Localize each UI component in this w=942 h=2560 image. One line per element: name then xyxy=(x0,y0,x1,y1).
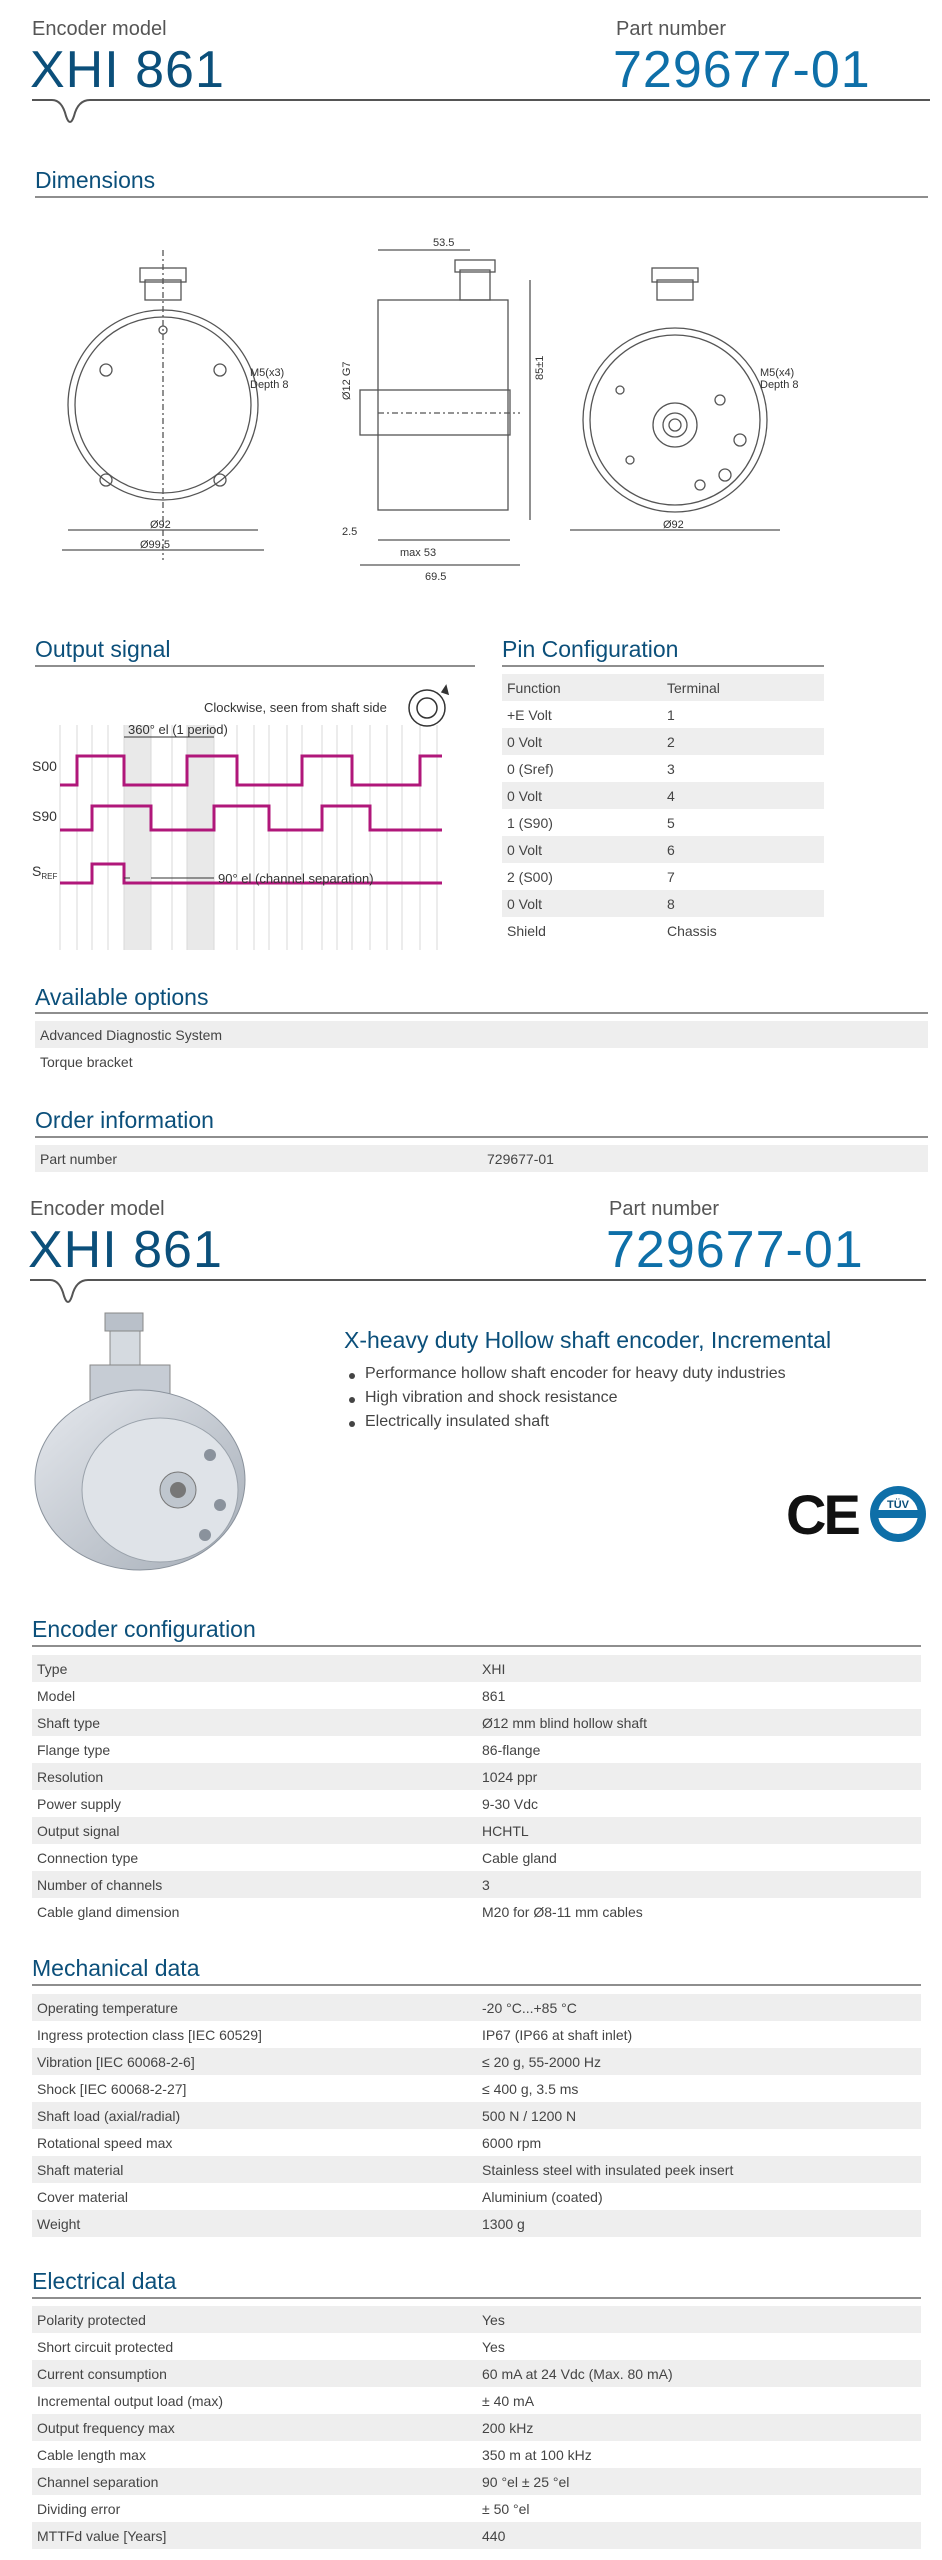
row-label: Incremental output load (max) xyxy=(37,2393,223,2409)
row-label: Shaft type xyxy=(37,1715,101,1731)
feature-item: Performance hollow shaft encoder for heavy duty industries xyxy=(345,1365,786,1389)
row-label: Connection type xyxy=(37,1850,139,1866)
row-value: ≤ 20 g, 55-2000 Hz xyxy=(482,2054,601,2070)
pin-row: Shield Chassis xyxy=(507,923,717,939)
encoder-config-rule xyxy=(32,1645,921,1647)
electrical-row xyxy=(32,2522,921,2549)
front-hole-label: M5(x3) xyxy=(250,367,285,379)
mechanical-row xyxy=(32,2075,921,2102)
product-title: X-heavy duty Hollow shaft encoder, Incremental xyxy=(344,1327,832,1353)
row-value: ± 50 °el xyxy=(482,2501,530,2517)
mechanical-rule xyxy=(32,1984,921,1986)
row-label: Operating temperature xyxy=(37,2000,178,2016)
row-value: XHI xyxy=(482,1661,506,1677)
row-label: Shaft material xyxy=(37,2162,124,2178)
output-signal-title: Output signal xyxy=(35,636,171,662)
row-label: Current consumption xyxy=(37,2366,167,2382)
back-d1-label: Ø92 xyxy=(663,519,684,531)
row-label: Flange type xyxy=(37,1742,111,1758)
channel-s00-label: S00 xyxy=(32,758,57,774)
mechanical-row xyxy=(32,2156,921,2183)
dimensions-rule xyxy=(35,196,928,198)
mechanical-row xyxy=(32,2102,921,2129)
row-label: Vibration [IEC 60068-2-6] xyxy=(37,2054,195,2070)
row-value: ≤ 400 g, 3.5 ms xyxy=(482,2081,579,2097)
period-label: 360° el (1 period) xyxy=(128,722,228,737)
mechanical-title: Mechanical data xyxy=(32,1955,200,1981)
row-label: Model xyxy=(37,1688,76,1704)
row-label: Shaft load (axial/radial) xyxy=(37,2108,181,2124)
output-signal-diagram xyxy=(32,680,482,950)
row-label: Short circuit protected xyxy=(37,2339,174,2355)
row-value: Cable gland xyxy=(482,1850,557,1866)
encoder-model-label: Encoder model xyxy=(32,18,167,40)
row-value: 1300 g xyxy=(482,2216,525,2232)
part-number-title: 729677-01 xyxy=(613,41,871,99)
feature-item: High vibration and shock resistance xyxy=(345,1389,786,1413)
row-value: 90 °el ± 25 °el xyxy=(482,2474,570,2490)
pin-row: 2 (S00) 7 xyxy=(507,869,675,885)
row-value: 861 xyxy=(482,1688,506,1704)
front-view xyxy=(62,250,264,560)
pin-config-title: Pin Configuration xyxy=(502,636,679,662)
encoder-model-title: XHI 861 xyxy=(30,41,225,99)
row-label: Ingress protection class [IEC 60529] xyxy=(37,2027,262,2043)
row-label: Resolution xyxy=(37,1769,104,1785)
row-label: Weight xyxy=(37,2216,81,2232)
encoder-config-row xyxy=(32,1763,921,1790)
back-view xyxy=(570,268,780,530)
electrical-row xyxy=(32,2441,921,2468)
side-height-label: 85±1 xyxy=(534,355,546,380)
product-features xyxy=(345,1365,786,1437)
rotation-label: Clockwise, seen from shaft side xyxy=(204,700,387,715)
feature-item: Electrically insulated shaft xyxy=(345,1413,786,1437)
back-depth-label: Depth 8 xyxy=(760,379,799,391)
row-label: Channel separation xyxy=(37,2474,159,2490)
pin-row: 1 (S90) 5 xyxy=(507,815,675,831)
front-d1-label: Ø92 xyxy=(150,519,171,531)
electrical-rule xyxy=(32,2297,921,2299)
channel-sref-label: $S_{REF}$ xyxy=(32,863,58,881)
row-value: 86-flange xyxy=(482,1742,541,1758)
order-row: Part number 729677-01 xyxy=(35,1145,928,1172)
part-number-label-2: Part number xyxy=(609,1198,720,1220)
row-label: Shock [IEC 60068-2-27] xyxy=(37,2081,187,2097)
pin-row: 0 Volt 8 xyxy=(502,890,824,917)
row-value: 200 kHz xyxy=(482,2420,534,2436)
row-label: Type xyxy=(37,1661,68,1677)
row-value: Yes xyxy=(482,2312,505,2328)
tuv-mark-icon xyxy=(868,1484,928,1544)
row-value: Stainless steel with insulated peek insert xyxy=(482,2162,734,2178)
front-d2-label: Ø99.5 xyxy=(140,539,170,551)
side-shaft-label: Ø12 G7 xyxy=(341,361,353,400)
encoder-config-title: Encoder configuration xyxy=(32,1616,256,1642)
row-value: 350 m at 100 kHz xyxy=(482,2447,592,2463)
row-value: 500 N / 1200 N xyxy=(482,2108,577,2124)
mechanical-row xyxy=(32,2183,921,2210)
row-value: 3 xyxy=(482,1877,490,1893)
electrical-title: Electrical data xyxy=(32,2268,177,2294)
dimensions-drawing xyxy=(60,230,840,590)
svg-text:TÜV: TÜV xyxy=(887,1499,909,1511)
encoder-config-row xyxy=(32,1736,921,1763)
encoder-config-row xyxy=(32,1871,921,1898)
side-flange-label: 2.5 xyxy=(342,526,358,538)
row-label: Output signal xyxy=(37,1823,120,1839)
channel-s90-label: S90 xyxy=(32,808,57,824)
options-title: Available options xyxy=(35,984,209,1010)
encoder-model-label-2: Encoder model xyxy=(30,1198,165,1220)
electrical-row xyxy=(32,2387,921,2414)
pin-config-rule xyxy=(502,665,824,667)
row-label: Cover material xyxy=(37,2189,129,2205)
pin-row: 0 Volt 2 xyxy=(502,728,824,755)
front-depth-label: Depth 8 xyxy=(250,379,289,391)
row-value: 6000 rpm xyxy=(482,2135,542,2151)
encoder-config-row xyxy=(32,1709,921,1736)
side-max-label: max 53 xyxy=(400,547,437,559)
output-signal-rule xyxy=(35,665,475,667)
row-value: M20 for Ø8-11 mm cables xyxy=(482,1904,643,1920)
pin-row: 0 (Sref) 3 xyxy=(507,761,675,777)
row-value: -20 °C...+85 °C xyxy=(482,2000,577,2016)
side-total-label: 69.5 xyxy=(425,571,447,583)
row-value: IP67 (IP66 at shaft inlet) xyxy=(482,2027,633,2043)
pin-row: 0 Volt 6 xyxy=(502,836,824,863)
row-label: Output frequency max xyxy=(37,2420,175,2436)
pin-header-function: Function xyxy=(507,680,561,696)
electrical-row xyxy=(32,2414,921,2441)
mechanical-row xyxy=(32,2129,921,2156)
side-view xyxy=(360,250,530,565)
dimensions-title: Dimensions xyxy=(35,167,156,193)
row-label: Power supply xyxy=(37,1796,122,1812)
rotation-icon xyxy=(409,686,448,726)
row-value: 1024 ppr xyxy=(482,1769,538,1785)
electrical-row xyxy=(32,2360,921,2387)
row-label: MTTFd value [Years] xyxy=(37,2528,167,2544)
row-value: 9-30 Vdc xyxy=(482,1796,539,1812)
pin-header-terminal: Terminal xyxy=(667,680,720,696)
row-value: 60 mA at 24 Vdc (Max. 80 mA) xyxy=(482,2366,673,2382)
row-value: ± 40 mA xyxy=(482,2393,535,2409)
encoder-model-title-2: XHI 861 xyxy=(28,1221,223,1279)
encoder-config-row xyxy=(32,1817,921,1844)
header-divider xyxy=(32,96,932,132)
row-value: Yes xyxy=(482,2339,505,2355)
electrical-row xyxy=(32,2495,921,2522)
row-value: Aluminium (coated) xyxy=(482,2189,603,2205)
pin-row: +E Volt 1 xyxy=(507,707,675,723)
row-label: Rotational speed max xyxy=(37,2135,173,2151)
encoder-config-row xyxy=(32,1790,921,1817)
mechanical-row xyxy=(32,2021,921,2048)
electrical-row xyxy=(32,2306,921,2333)
encoder-config-row xyxy=(32,1682,921,1709)
order-rule xyxy=(35,1136,928,1138)
encoder-product-image xyxy=(30,1305,260,1575)
back-hole-label: M5(x4) xyxy=(760,367,795,379)
electrical-row xyxy=(32,2468,921,2495)
part-number-title-2: 729677-01 xyxy=(606,1221,864,1279)
row-label: Cable length max xyxy=(37,2447,146,2463)
separation-label: 90° el (channel separation) xyxy=(218,871,374,886)
pin-row: 0 Volt 4 xyxy=(502,782,824,809)
row-label: Dividing error xyxy=(37,2501,121,2517)
row-value: Ø12 mm blind hollow shaft xyxy=(482,1715,647,1731)
encoder-config-row xyxy=(32,1898,921,1925)
row-value: 440 xyxy=(482,2528,506,2544)
option-item: Advanced Diagnostic System xyxy=(35,1021,928,1048)
mechanical-row xyxy=(32,2210,921,2237)
option-item: Torque bracket xyxy=(40,1054,133,1070)
part-number-label: Part number xyxy=(616,18,727,40)
mechanical-row xyxy=(32,1994,921,2021)
options-rule xyxy=(35,1012,928,1014)
encoder-config-row xyxy=(32,1655,921,1682)
electrical-row xyxy=(32,2333,921,2360)
order-title: Order information xyxy=(35,1107,214,1133)
row-label: Number of channels xyxy=(37,1877,163,1893)
encoder-config-row xyxy=(32,1844,921,1871)
row-label: Polarity protected xyxy=(37,2312,146,2328)
row-label: Cable gland dimension xyxy=(37,1904,180,1920)
row-value: HCHTL xyxy=(482,1823,529,1839)
pin-header-row xyxy=(502,674,824,701)
side-width-label: 53.5 xyxy=(433,237,455,249)
mechanical-row xyxy=(32,2048,921,2075)
ce-mark-icon: CE xyxy=(786,1483,858,1546)
